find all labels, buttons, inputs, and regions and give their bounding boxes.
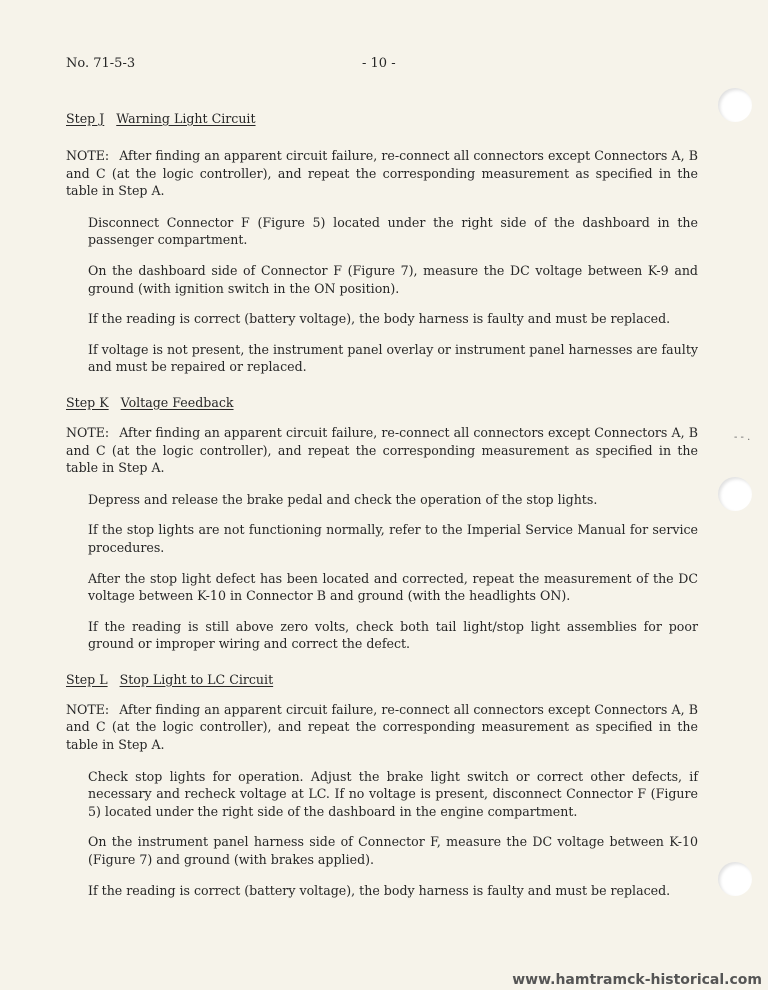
paragraph: On the instrument panel harness side of Connector F, measure the DC voltage between K-10 (Figure 7) and ground (with brakes applied). — [88, 834, 698, 868]
section-title: Stop Light to LC Circuit — [119, 671, 274, 687]
document-body — [66, 110, 698, 899]
note — [66, 147, 698, 200]
paragraph: If voltage is not present, the instrument panel overlay or instrument panel harnesses are faulty and must be repaired or replaced. — [88, 341, 698, 375]
note-label: NOTE: — [66, 424, 110, 440]
note-label: NOTE: — [66, 148, 110, 163]
paragraph: If the reading is correct (battery voltage), the body harness is faulty and must be replaced. — [88, 882, 671, 898]
section-heading — [66, 671, 698, 689]
paragraph: Disconnect Connector F (Figure 5) located under the right side of the dashboard in the passenger compartment. — [88, 214, 698, 248]
section-title: Warning Light Circuit — [116, 111, 256, 126]
section-step-l — [66, 671, 698, 899]
note — [66, 701, 698, 754]
watermark: www.hamtramck-historical.com — [512, 972, 762, 988]
punch-hole — [718, 88, 752, 122]
page-number: - 10 - — [362, 56, 396, 71]
paragraph: On the dashboard side of Connector F (Figure 7), measure the DC voltage between K-9 and ground (with ignition switch in the ON position). — [88, 262, 698, 296]
paragraph: If the stop lights are not functioning normally, refer to the Imperial Service Manual for service procedures. — [88, 522, 698, 555]
note-text: After finding an apparent circuit failure, re-connect all connectors except Connectors A, B and C (at the logic controller), and repeat the corresponding measurement as specified in the table in Step A. — [66, 424, 698, 476]
section-heading — [66, 394, 698, 412]
note-label: NOTE: — [66, 701, 110, 717]
paragraph: If the reading is correct (battery voltage), the body harness is faulty and must be replaced. — [88, 311, 671, 327]
note — [66, 424, 698, 477]
paragraph: Check stop lights for operation. Adjust the brake light switch or correct other defects, if necessary and recheck voltage at LC. If no voltage is present, disconnect Connector F (Figure 5) located under the right side of the dashboard in the engine compartment. — [88, 768, 698, 819]
section-step-j — [66, 110, 698, 376]
punch-hole — [718, 862, 752, 896]
paragraph: After the stop light defect has been located and corrected, repeat the measurement of the DC voltage between K-10 in Connector B and ground (with the headlights ON). — [88, 570, 698, 604]
step-label: Step K — [66, 394, 109, 410]
paragraph: If the reading is still above zero volts, check both tail light/stop light assemblies for poor ground or improper wiring and correct the defect. — [88, 618, 698, 652]
section-title: Voltage Feedback — [120, 394, 234, 410]
document-number: No. 71-5-3 — [66, 56, 136, 71]
step-label: Step J — [66, 111, 105, 126]
note-text: After finding an apparent circuit failure, re-connect all connectors except Connectors A, B and C (at the logic controller), and repeat the corresponding measurement as specified in the table in Step A. — [66, 701, 698, 753]
paragraph: Depress and release the brake pedal and check the operation of the stop lights. — [88, 491, 598, 507]
section-step-k — [66, 394, 698, 653]
note-text: After finding an apparent circuit failure, re-connect all connectors except Connectors A, B and C (at the logic controller), and repeat the corresponding measurement as specified in the table in Step A. — [66, 148, 698, 199]
punch-hole — [718, 477, 752, 511]
section-heading — [66, 110, 698, 128]
step-label: Step L — [66, 671, 108, 687]
stray-mark: - - . — [734, 432, 751, 443]
